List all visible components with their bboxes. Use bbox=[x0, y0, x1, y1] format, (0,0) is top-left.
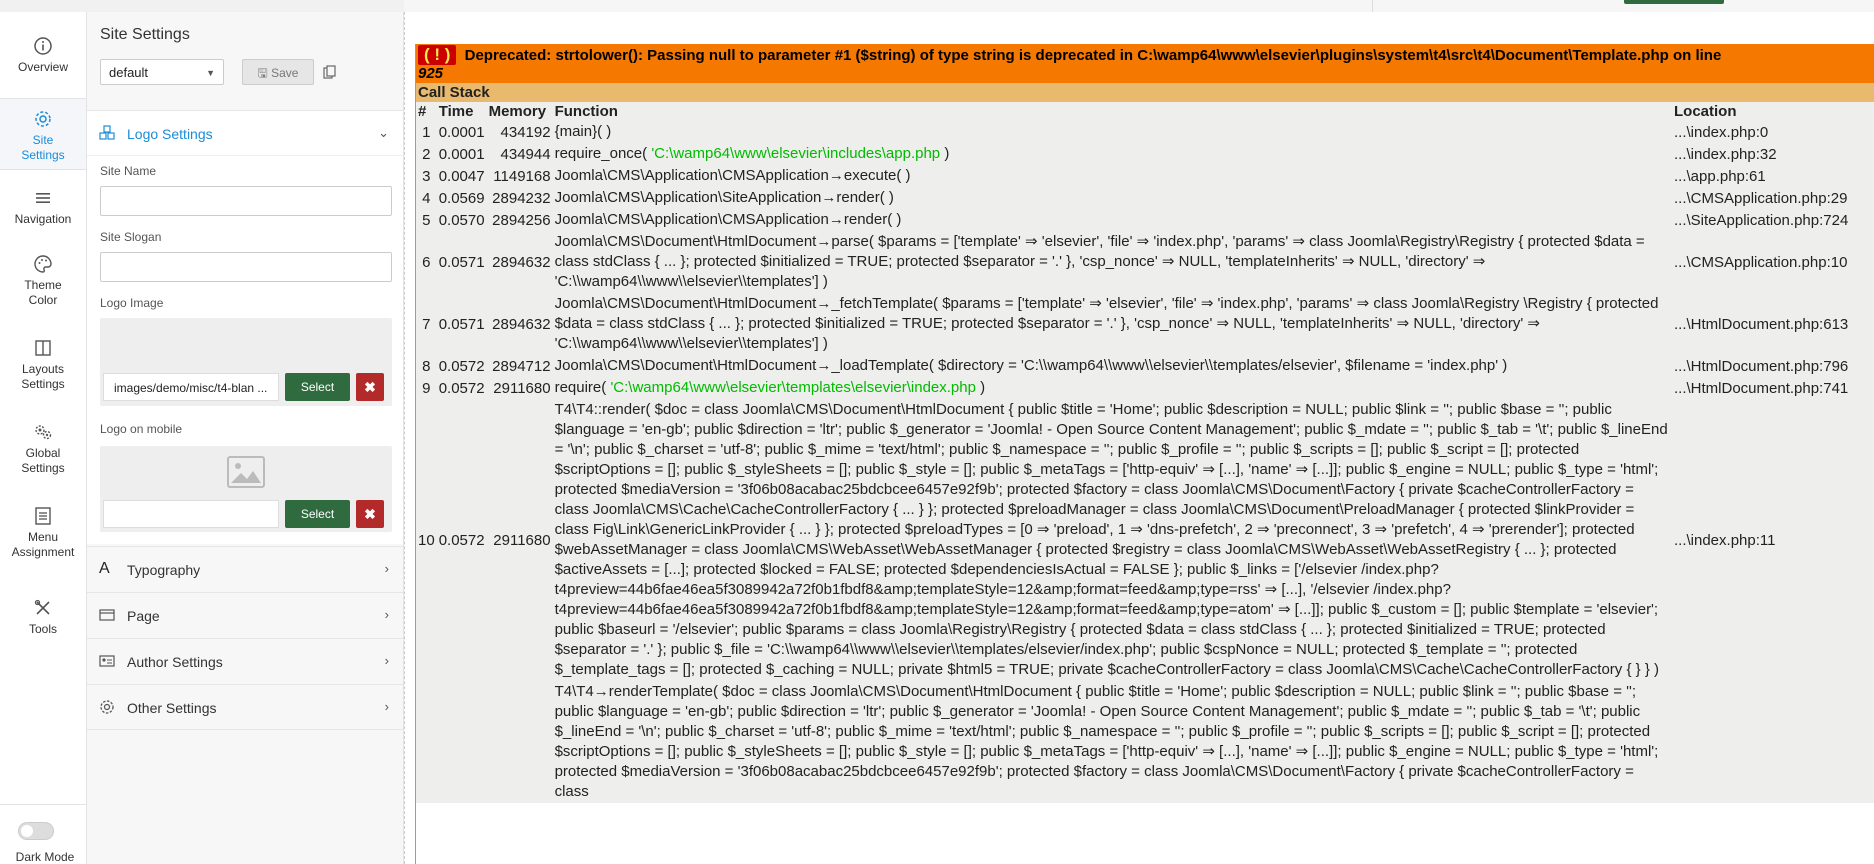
preset-select[interactable] bbox=[100, 59, 224, 85]
frame-location: ...\SiteApplication.php:724 bbox=[1672, 209, 1874, 231]
col-memory: Memory bbox=[487, 102, 553, 121]
rail-label: Settings bbox=[21, 461, 65, 475]
function-text: require( bbox=[554, 379, 611, 396]
frame-num bbox=[416, 681, 437, 803]
table-row bbox=[416, 231, 1874, 293]
frame-num: 10 bbox=[416, 399, 437, 681]
rail-item-global-settings[interactable] bbox=[0, 422, 86, 476]
section-label: Author Settings bbox=[127, 654, 223, 670]
site-slogan-input[interactable] bbox=[100, 252, 392, 282]
rail-item-overview[interactable] bbox=[0, 36, 86, 75]
copy-icon[interactable] bbox=[323, 65, 337, 79]
function-text: Joomla\CMS\Document\HtmlDocument→parse( $params = ['template' ⇒ 'elsevier', 'file' ⇒ 'index.php', 'params' ⇒ class Joomla\Registry\Registry { protected $data = class stdClass { ... }; protected $initialized = TRUE; protected $separator = '.' }, 'csp_nonce' ⇒ NULL, 'templateInherits' ⇒ NULL, 'directory' ⇒ 'C:\\wamp64\\www\\elsevier\\templates'] ) bbox=[554, 233, 1645, 290]
frame-location: ...\index.php:11 bbox=[1672, 399, 1874, 681]
frame-location: ...\HtmlDocument.php:741 bbox=[1672, 377, 1874, 399]
frame-time: 0.0047 bbox=[437, 165, 487, 187]
caret-down-icon: ▼ bbox=[206, 68, 215, 78]
chevron-right-icon: › bbox=[384, 653, 389, 668]
tools-icon bbox=[33, 598, 53, 618]
logo-mobile-label: Logo on mobile bbox=[100, 422, 183, 436]
rail-label: Settings bbox=[21, 148, 65, 162]
function-suffix: ) bbox=[975, 379, 986, 396]
icon-rail bbox=[0, 12, 87, 864]
rail-label: Assignment bbox=[11, 545, 75, 559]
frame-location: ...\CMSApplication.php:29 bbox=[1672, 187, 1874, 209]
frame-function bbox=[553, 165, 1672, 187]
frame-time: 0.0571 bbox=[437, 231, 487, 293]
toolbar-green-button[interactable] bbox=[1624, 0, 1724, 4]
frame-num: 1 bbox=[416, 121, 437, 143]
frame-time: 0.0001 bbox=[437, 143, 487, 165]
frame-function bbox=[553, 681, 1672, 803]
frame-memory: 2894632 bbox=[487, 293, 553, 355]
function-text: T4\T4→renderTemplate( $doc = class Joomla\CMS\Document\HtmlDocument { public $title = 'Home'; public $description = NULL; public $link = ''; public $base = ''; public $language = 'en-gb'; public $direction = 'ltr'; public $_generator = 'Joomla! - Open Source Content Management'; public $_mdate = ''; public $_tab = '\t'; public $_lineEnd = '\n'; public $_charset = 'utf-8'; public $_mime = 'text/html'; public $_namespace = ''; public $_profile = ''; public $_scripts = []; public $_script = []; protected $scriptOptions = []; public $_styleSheets = []; public $_style = []; public $_metaTags = ['http-equiv' ⇒ [...], 'name' ⇒ [...]]; public $_engine = NULL; public $_type = 'html'; protected $mediaVersion = '3f06b08acabac25bdcbcee6457e92f9b'; protected $factory = class Joomla\CMS\Document\Factory { private $cacheControllerFactory = class bbox=[554, 683, 1659, 800]
frame-time: 0.0572 bbox=[437, 399, 487, 681]
dark-mode-toggle[interactable] bbox=[18, 822, 54, 840]
table-row bbox=[416, 165, 1874, 187]
frame-function bbox=[553, 143, 1672, 165]
rail-label: Theme bbox=[24, 278, 62, 292]
rail-label: Settings bbox=[21, 377, 65, 391]
col-time: Time bbox=[437, 102, 487, 121]
toolbar-divider bbox=[1372, 0, 1873, 12]
page-icon bbox=[99, 607, 115, 623]
table-row bbox=[416, 143, 1874, 165]
logo-image-select-button[interactable]: Select bbox=[285, 373, 350, 401]
rail-label: Menu bbox=[27, 530, 59, 544]
call-stack-label: Call Stack bbox=[416, 83, 1874, 102]
col-num: # bbox=[416, 102, 437, 121]
palette-icon bbox=[33, 254, 53, 274]
frame-memory: 2911680 bbox=[487, 377, 553, 399]
frame-function bbox=[553, 209, 1672, 231]
chevron-right-icon: › bbox=[384, 607, 389, 622]
error-message: Deprecated: strtolower(): Passing null to parameter #1 ($string) of type string is deprecated in C:\wamp64\www\elsevier\plugins\system\t4\src\t4\Document\Template.php on line bbox=[464, 47, 1722, 64]
rail-label: Tools bbox=[28, 622, 57, 636]
table-header bbox=[416, 102, 1874, 121]
frame-function bbox=[553, 121, 1672, 143]
frame-location: ...\HtmlDocument.php:796 bbox=[1672, 355, 1874, 377]
frame-function bbox=[553, 187, 1672, 209]
logo-settings-body bbox=[87, 156, 403, 544]
section-label: Typography bbox=[127, 562, 201, 578]
error-badge: ( ! ) bbox=[418, 45, 456, 65]
gears-icon bbox=[33, 422, 53, 442]
rail-label: Overview bbox=[17, 60, 68, 74]
chevron-down-icon: ⌄ bbox=[378, 125, 389, 140]
rail-item-menu-assignment[interactable] bbox=[0, 506, 86, 560]
logo-mobile-select-button[interactable]: Select bbox=[285, 500, 350, 528]
frame-memory: 1149168 bbox=[487, 165, 553, 187]
table-row bbox=[416, 209, 1874, 231]
gear-icon bbox=[33, 109, 53, 129]
frame-location: ...\index.php:0 bbox=[1672, 121, 1874, 143]
site-name-label: Site Name bbox=[100, 164, 157, 178]
frame-num: 6 bbox=[416, 231, 437, 293]
call-stack-row bbox=[416, 83, 1874, 102]
settings-panel bbox=[87, 12, 404, 864]
function-suffix: ) bbox=[940, 145, 950, 162]
menu-list-icon bbox=[33, 506, 53, 526]
frame-num: 2 bbox=[416, 143, 437, 165]
frame-num: 4 bbox=[416, 187, 437, 209]
frame-num: 8 bbox=[416, 355, 437, 377]
gear-icon bbox=[99, 699, 115, 715]
function-text: Joomla\CMS\Application\SiteApplication→render( ) bbox=[554, 189, 894, 206]
panel-title: Site Settings bbox=[100, 26, 190, 43]
rail-item-tools[interactable] bbox=[0, 598, 86, 637]
rail-label: Site bbox=[32, 133, 54, 147]
table-row bbox=[416, 681, 1874, 803]
frame-memory: 2911680 bbox=[487, 399, 553, 681]
site-slogan-label: Site Slogan bbox=[100, 230, 162, 244]
error-message-row bbox=[416, 44, 1874, 83]
frame-function bbox=[553, 399, 1672, 681]
typography-section-header[interactable] bbox=[87, 546, 403, 592]
image-placeholder-icon bbox=[227, 456, 265, 488]
frame-num: 3 bbox=[416, 165, 437, 187]
chevron-right-icon: › bbox=[384, 561, 389, 576]
rail-label: Navigation bbox=[14, 212, 72, 226]
cubes-icon bbox=[99, 125, 115, 141]
col-function: Function bbox=[553, 102, 1672, 121]
rail-item-navigation[interactable] bbox=[0, 188, 86, 227]
logo-settings-header[interactable] bbox=[87, 110, 403, 156]
function-text: Joomla\CMS\Application\CMSApplication→render( ) bbox=[554, 211, 902, 228]
frame-num: 7 bbox=[416, 293, 437, 355]
logo-image-path[interactable]: images/demo/misc/t4-blan ... bbox=[103, 373, 279, 401]
frame-num: 9 bbox=[416, 377, 437, 399]
table-row bbox=[416, 121, 1874, 143]
frame-memory: 2894712 bbox=[487, 355, 553, 377]
frame-location: ...\CMSApplication.php:10 bbox=[1672, 231, 1874, 293]
site-name-input[interactable] bbox=[100, 186, 392, 216]
function-text: T4\T4::render( $doc = class Joomla\CMS\Document\HtmlDocument { public $title = 'Home'; public $description = NULL; public $link = ''; public $base = ''; public $language = 'en-gb'; public $direction = 'ltr'; public $_generator = 'Joomla! - Open Source Content Management'; public $_mdate = ''; public $_tab = '\t'; public $_lineEnd = '\n'; public $_charset = 'utf-8'; public $_mime = 'text/html'; public $_namespace = ''; public $_profile = ''; public $_scripts = []; public $_script = []; protected $scriptOptions = []; public $_styleSheets = []; public $_style = []; public $_metaTags = ['http-equiv' ⇒ [...], 'name' ⇒ [...]]; public $_engine = NULL; public $_type = 'html'; protected $mediaVersion = '3f06b08acabac25bdcbcee6457e92f9b'; protected $factory = class Joomla\CMS\Document\Factory { private $cacheControllerFactory = class Joomla\CMS\Cache\CacheControllerFactory { ... } }; protected $preloadManager = class Joomla\CMS\Document\PreloadManager { protected $linkProvider = class Fig\Link\GenericLinkProvider { ... } }; protected $preloadTypes = [0 ⇒ 'preload', 1 ⇒ 'dns-prefetch', 2 ⇒ 'preconnect', 3 ⇒ 'prefetch', 4 ⇒ 'prerender']; protected $webAssetManager = class Joomla\CMS\WebAsset\WebAssetManager { protected $registry = class Joomla\CMS\WebAsset\WebAssetRegistry { ... }; protected $activeAssets = [...]; protected $locked = FALSE; protected $dependenciesIsActual = FALSE }; public $_links = ['/elsevier /index.php?t4preview=44b6fae46ea5f3089942a72f0b1fbdf8&amp;templateStyle=12&amp;format=feed&amp;type=rss' ⇒ [...], '/elsevier /index.php?t4preview=44b6fae46ea5f3089942a72f0b1fbdf8&amp;templateStyle=12&amp;format=feed&amp;type=atom' ⇒ [...]]; public $_custom = []; public $template = 'elsevier'; public $baseurl = '/elsevier'; public $params = class Joomla\Registry\Registry { protected $data = class stdClass { ... }; protected $initialized = TRUE; protected $separator = '.' }; public $_file = 'C:\\wamp64\\www\\elsevier\\templates/elsevier/index.php'; public $cspNonce = NULL; protected $_template = ''; protected $_template_tags = []; protected $_caching = NULL; private $html5 = TRUE; private $cacheControllerFactory = class Joomla\CMS\Cache\CacheControllerFactory { } } ) bbox=[554, 401, 1668, 678]
frame-location: ...\index.php:32 bbox=[1672, 143, 1874, 165]
frame-time: 0.0001 bbox=[437, 121, 487, 143]
frame-location bbox=[1672, 681, 1874, 803]
frame-function bbox=[553, 355, 1672, 377]
author-card-icon bbox=[99, 653, 115, 669]
table-row bbox=[416, 355, 1874, 377]
include-path: 'C:\wamp64\www\elsevier\includes\app.php bbox=[651, 145, 941, 162]
table-row bbox=[416, 187, 1874, 209]
frame-memory: 2894632 bbox=[487, 231, 553, 293]
frame-memory: 2894256 bbox=[487, 209, 553, 231]
other-settings-section-header[interactable] bbox=[87, 684, 403, 730]
frame-function bbox=[553, 293, 1672, 355]
table-row bbox=[416, 399, 1874, 681]
php-error-block bbox=[415, 44, 1874, 864]
frame-time: 0.0569 bbox=[437, 187, 487, 209]
layout-icon bbox=[33, 338, 53, 358]
logo-mobile-box bbox=[100, 446, 392, 532]
frame-time: 0.0572 bbox=[437, 355, 487, 377]
frame-time: 0.0570 bbox=[437, 209, 487, 231]
chevron-right-icon: › bbox=[384, 699, 389, 714]
rail-item-site-settings[interactable] bbox=[0, 98, 86, 170]
section-label: Other Settings bbox=[127, 700, 217, 716]
function-text: Joomla\CMS\Document\HtmlDocument→_fetchTemplate( $params = ['template' ⇒ 'elsevier', 'file' ⇒ 'index.php', 'params' ⇒ class Joomla\Registry \Registry { protected $data = class stdClass { ... }; protected $initialized = TRUE; protected $separator = '.' }, 'csp_nonce' ⇒ NULL, 'templateInherits' ⇒ NULL, 'directory' ⇒ 'C:\\wamp64\\www\\elsevier\\templates'] ) bbox=[554, 295, 1659, 352]
col-location: Location bbox=[1672, 102, 1874, 121]
logo-image-label: Logo Image bbox=[100, 296, 164, 310]
function-text: Joomla\CMS\Application\CMSApplication→execute( ) bbox=[554, 167, 911, 184]
section-label: Page bbox=[127, 608, 160, 624]
table-row bbox=[416, 377, 1874, 399]
hamburger-icon bbox=[33, 188, 53, 208]
frame-memory: 434192 bbox=[487, 121, 553, 143]
logo-settings-title: Logo Settings bbox=[127, 126, 213, 142]
xdebug-table bbox=[416, 44, 1874, 803]
page-section-header[interactable] bbox=[87, 592, 403, 638]
save-label: Save bbox=[271, 66, 299, 80]
rail-divider bbox=[0, 804, 86, 805]
logo-mobile-remove-button[interactable]: ✖ bbox=[356, 500, 384, 528]
table-row bbox=[416, 293, 1874, 355]
save-button[interactable] bbox=[242, 59, 314, 85]
function-text: require_once( bbox=[554, 145, 652, 162]
frame-num: 5 bbox=[416, 209, 437, 231]
logo-image-remove-button[interactable]: ✖ bbox=[356, 373, 384, 401]
function-text: {main}( ) bbox=[554, 123, 612, 140]
frame-location: ...\app.php:61 bbox=[1672, 165, 1874, 187]
frame-function bbox=[553, 377, 1672, 399]
frame-function bbox=[553, 231, 1672, 293]
rail-label: Global bbox=[25, 446, 61, 460]
include-path: 'C:\wamp64\www\elsevier\templates\elsevier\index.php bbox=[610, 379, 976, 396]
rail-item-layouts-settings[interactable] bbox=[0, 338, 86, 392]
info-circle-icon bbox=[33, 36, 53, 56]
author-settings-section-header[interactable] bbox=[87, 638, 403, 684]
rail-item-theme-color[interactable] bbox=[0, 254, 86, 308]
frame-time: 0.0572 bbox=[437, 377, 487, 399]
frame-time: 0.0571 bbox=[437, 293, 487, 355]
function-text: Joomla\CMS\Document\HtmlDocument→_loadTemplate( $directory = 'C:\\wamp64\\www\\elsevier\\templates/elsevier', $filename = 'index.php' ) bbox=[554, 357, 1508, 374]
logo-mobile-path[interactable] bbox=[103, 500, 279, 528]
frame-memory bbox=[487, 681, 553, 803]
frame-memory: 2894232 bbox=[487, 187, 553, 209]
rail-label: Layouts bbox=[21, 362, 65, 376]
save-icon: 🖫 bbox=[257, 66, 268, 80]
logo-image-box bbox=[100, 318, 392, 406]
frame-memory: 434944 bbox=[487, 143, 553, 165]
preset-value: default bbox=[109, 65, 149, 80]
frame-time bbox=[437, 681, 487, 803]
rail-label: Color bbox=[28, 293, 58, 307]
error-line-number: 925 bbox=[418, 65, 444, 82]
dark-mode-label: Dark Mode bbox=[15, 850, 75, 864]
preview-frame bbox=[404, 12, 1874, 864]
typography-icon: A bbox=[99, 560, 110, 577]
frame-location: ...\HtmlDocument.php:613 bbox=[1672, 293, 1874, 355]
